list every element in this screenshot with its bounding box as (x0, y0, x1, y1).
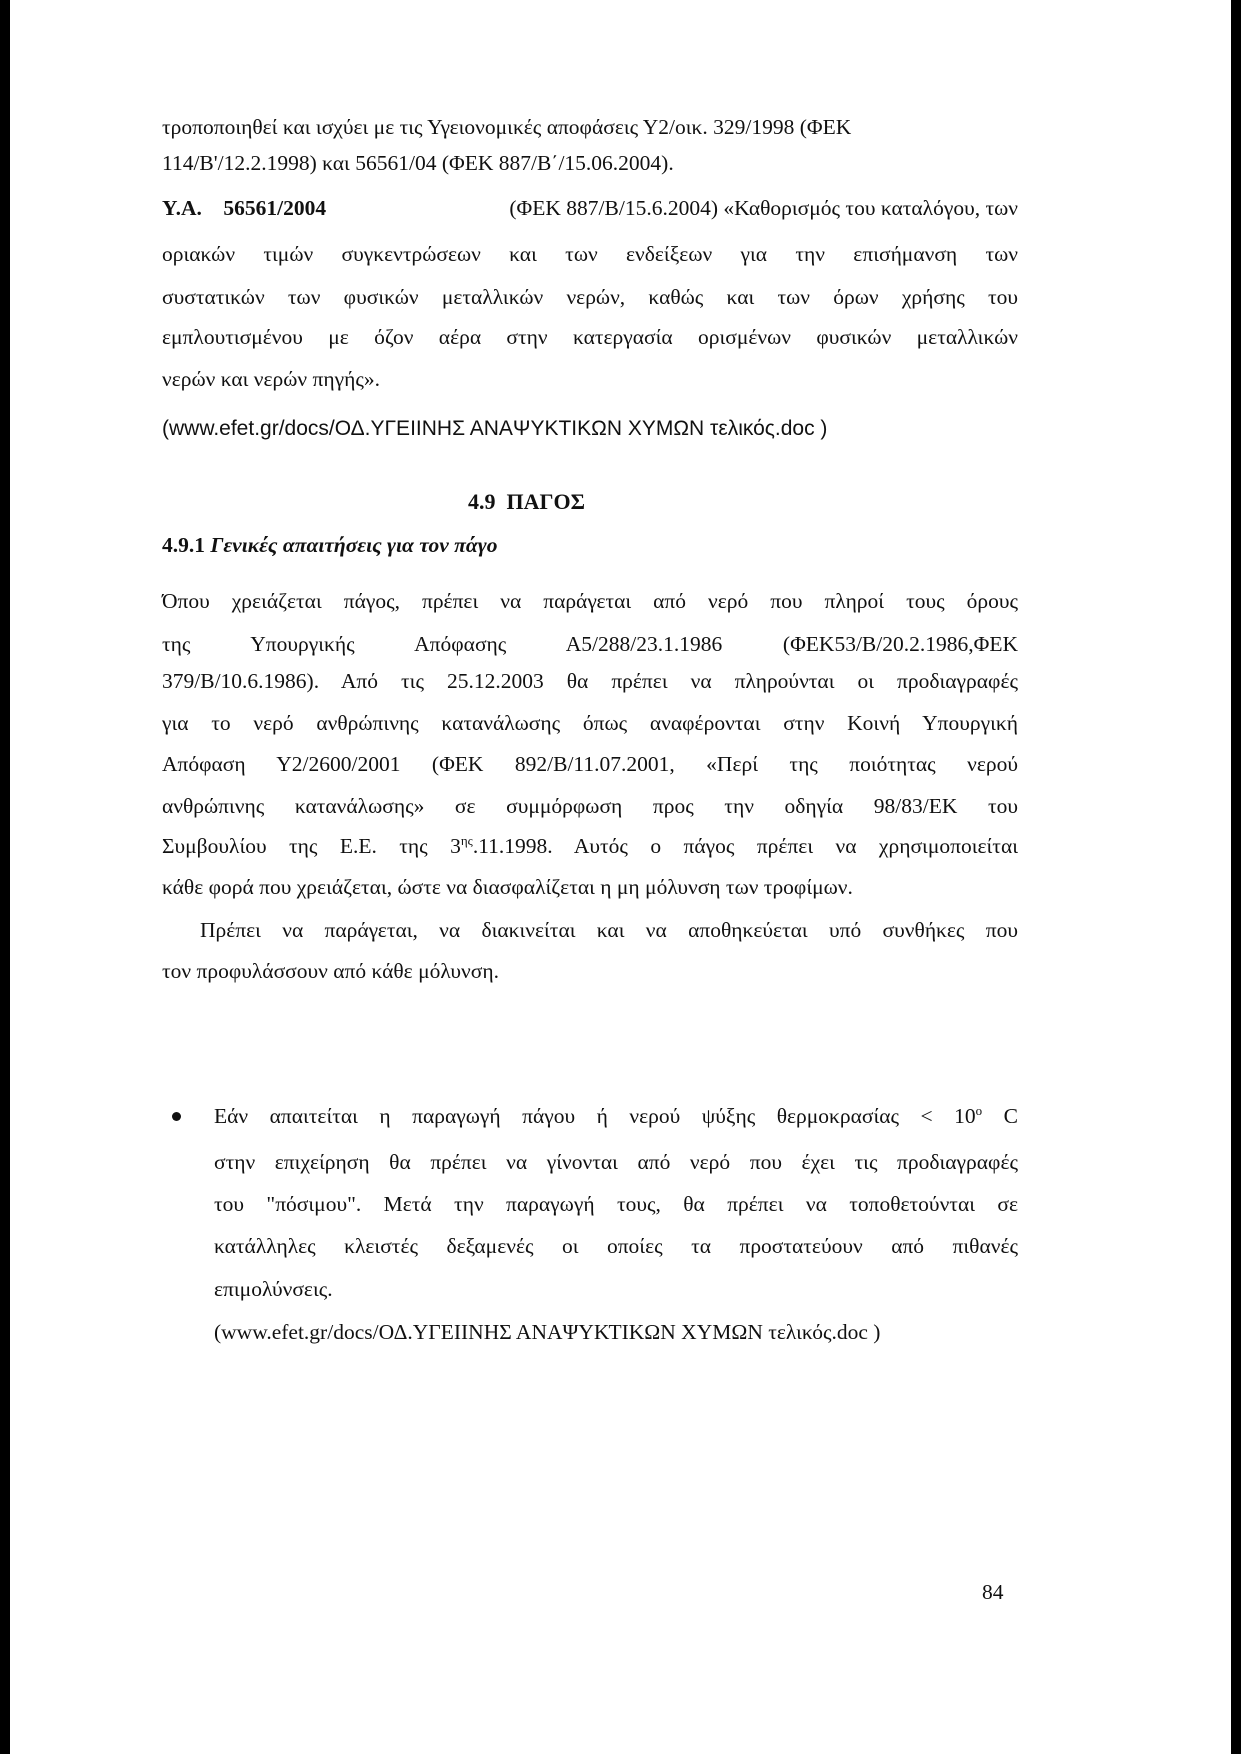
para1-line-7 (162, 832, 1018, 860)
subsection-number: 4.9.1 (162, 533, 205, 557)
bullet-line-4: κατάλληλες κλειστές δεξαμενές οι οποίες τα προστατεύουν από πιθανές (214, 1234, 1018, 1258)
bullet-line-3: του "πόσιμου". Μετά την παραγωγή τους, θα πρέπει να τοποθετούνται σε (214, 1192, 1018, 1216)
ya-number: 56561/2004 (223, 196, 327, 220)
para2-line-2: τον προφυλάσσουν από κάθε μόλυνση. (162, 959, 499, 983)
para1-line-5: Απόφαση Υ2/2600/2001 (ΦΕΚ 892/Β/11.07.2001, «Περί της ποιότητας νερού (162, 752, 1018, 776)
para1-line-6: ανθρώπινης κατανάλωσης» σε συμμόρφωση προς την οδηγία 98/83/ΕΚ του (162, 794, 1018, 818)
bullet-icon (172, 1112, 181, 1121)
section-heading (468, 488, 585, 516)
ya-line-2: οριακών τιμών συγκεντρώσεων και των ενδείξεων για την επισήμανση των (162, 242, 1018, 266)
ordinal-superscript: ης (460, 833, 473, 848)
ya-line-5: νερών και νερών πηγής». (162, 367, 381, 391)
para1-line-1: Όπου χρειάζεται πάγος, πρέπει να παράγεται από νερό που πληροί τους όρους (162, 589, 1018, 613)
document-page (10, 0, 1231, 1754)
source-reference-2: (www.efet.gr/docs/ΟΔ.ΥΓΕΙΙΝΗΣ ΑΝΑΨΥΚΤΙΚΩΝ ΧΥΜΩΝ τελικός.doc ) (214, 1320, 881, 1344)
ya-line-1-rest: (ΦΕΚ 887/Β/15.6.2004) «Καθορισμός του καταλόγου, των (509, 196, 1018, 220)
para1-line-2: της Υπουργικής Απόφασης Α5/288/23.1.1986 (ΦΕΚ53/Β/20.2.1986,ΦΕΚ (162, 632, 1018, 656)
bullet-line-2: στην επιχείρηση θα πρέπει να γίνονται από νερό που έχει τις προδιαγραφές (214, 1150, 1018, 1174)
bullet-line-1-start: Εάν απαιτείται η παραγωγή πάγου ή νερού ψύξης θερμοκρασίας < 10 (214, 1104, 976, 1128)
bullet-line-5: επιμολύνσεις. (214, 1277, 333, 1301)
page-number: 84 (982, 1580, 1004, 1604)
bullet-line-1 (214, 1102, 1018, 1130)
source-reference-1: (www.efet.gr/docs/ΟΔ.ΥΓΕΙΙΝΗΣ ΑΝΑΨΥΚΤΙΚΩΝ ΧΥΜΩΝ τελικός.doc ) (162, 417, 828, 440)
para1-line-3: 379/Β/10.6.1986). Από τις 25.12.2003 θα πρέπει να πληρούνται οι προδιαγραφές (162, 669, 1018, 693)
para1-line-7-end: .11.1998. Αυτός ο πάγος πρέπει να χρησιμοποιείται (472, 834, 1018, 858)
bullet-line-1-end: C (982, 1104, 1018, 1128)
subsection-heading (162, 531, 497, 559)
degree-superscript: ο (975, 1103, 983, 1118)
ya-prefix: Υ.Α. (162, 196, 202, 220)
subsection-title: Γενικές απαιτήσεις για τον πάγο (210, 533, 498, 557)
section-title: ΠΑΓΟΣ (506, 489, 585, 514)
para1-line-4: για το νερό ανθρώπινης κατανάλωσης όπως αναφέρονται στην Κοινή Υπουργική (162, 711, 1018, 735)
ya-line-1 (162, 194, 1018, 222)
intro-line-2: 114/Β'/12.2.1998) και 56561/04 (ΦΕΚ 887/Β΄/15.06.2004). (162, 151, 674, 175)
para2-line-1: Πρέπει να παράγεται, να διακινείται και να αποθηκεύεται υπό συνθήκες που (200, 918, 1018, 942)
section-number: 4.9 (468, 489, 496, 514)
intro-line-1: τροποποιηθεί και ισχύει με τις Υγειονομικές αποφάσεις Υ2/οικ. 329/1998 (ΦΕΚ (162, 115, 852, 139)
ya-line-3: συστατικών των φυσικών μεταλλικών νερών, καθώς και των όρων χρήσης του (162, 285, 1018, 309)
ya-line-4: εμπλουτισμένου με όζον αέρα στην κατεργασία ορισμένων φυσικών μεταλλικών (162, 325, 1018, 349)
para1-line-7-start: Συμβουλίου της Ε.Ε. της 3 (162, 834, 461, 858)
para1-line-8: κάθε φορά που χρειάζεται, ώστε να διασφαλίζεται η μη μόλυνση των τροφίμων. (162, 875, 853, 899)
